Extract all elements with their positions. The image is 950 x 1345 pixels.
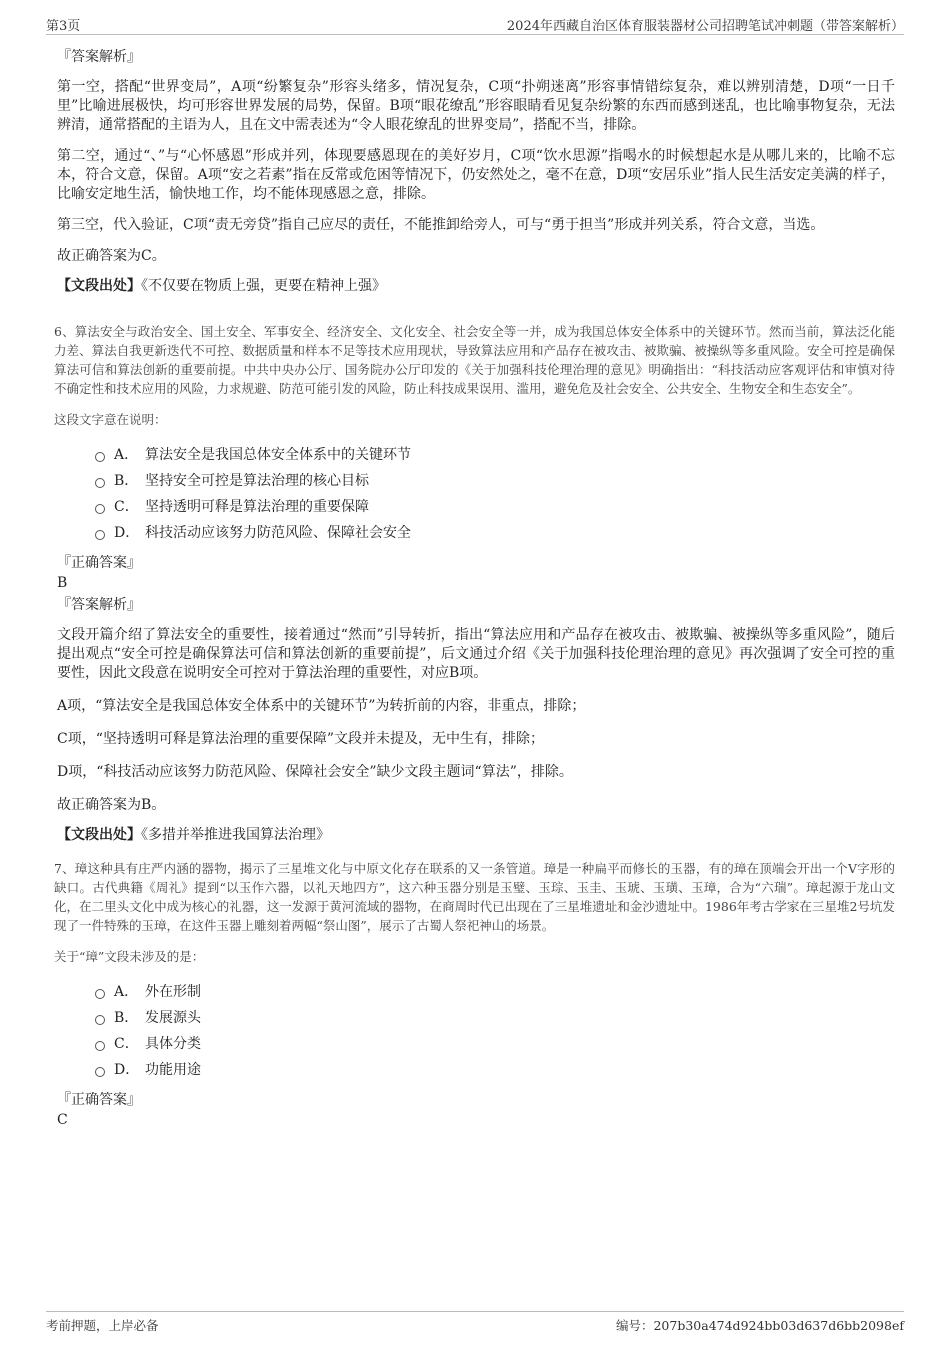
source-line	[57, 276, 895, 296]
radio-icon[interactable]	[95, 452, 105, 462]
radio-icon[interactable]	[95, 504, 105, 514]
option-b[interactable]: B． 发展源头	[95, 1005, 895, 1031]
analysis-paragraph: A项，“算法安全是我国总体安全体系中的关键环节”为转折前的内容，非重点，排除；	[57, 698, 586, 714]
source-label: 【文段出处】	[57, 278, 141, 294]
question-prompt: 这段文字意在说明：	[54, 412, 167, 427]
radio-icon[interactable]	[95, 989, 105, 999]
source-text: 《不仅要在物质上强，更要在精神上强》	[141, 278, 386, 294]
page-header	[46, 14, 904, 35]
analysis-paragraph: 第二空，通过“、”与“心怀感恩”形成并列，体现要感恩现在的美好岁月，C项“饮水思源”指喝水的时候想起水是从哪儿来的，比喻不忘本，符合文意，保留。A项“安之若素”指在反常或危困等情况下，仍安然处之，毫不在意，D项“安居乐业”指人民生活安定美满的样子，比喻安定地生活，愉快地工作，均不能体现感恩之意，排除。	[57, 148, 895, 202]
footer-slogan: 考前押题，上岸必备	[46, 1318, 159, 1333]
option-d[interactable]: D． 功能用途	[95, 1057, 895, 1083]
answer-value: C	[57, 1112, 68, 1128]
radio-icon[interactable]	[95, 530, 105, 540]
option-c[interactable]: C． 坚持透明可释是算法治理的重要保障	[95, 494, 895, 520]
document-title: 2024年西藏自治区体育服装器材公司招聘笔试冲刺题（带答案解析）	[506, 19, 904, 34]
option-d[interactable]: D． 科技活动应该努力防范风险、保障社会安全	[95, 520, 895, 546]
question-stem: 6、算法安全与政治安全、国土安全、军事安全、经济安全、文化安全、社会安全等一并，成为我国总体安全体系中的关键环节。然而当前，算法泛化能力差、算法自我更新迭代不可控、数据质量和样本不足等技术应用现状，导致算法应用和产品存在被攻击、被欺骗、被操纵等多重风险。安全可控是确保算法可信和算法创新的重要前提。中共中央办公厅、国务院办公厅印发的《关于加强科技伦理治理的意见》明确指出：“科技活动应客观评估和审慎对待不确定性和技术应用的风险，力求规避、防范可能引发的风险，防止科技成果误用、滥用，避免危及社会安全、公共安全、生物安全和生态安全”。	[54, 324, 895, 396]
answer-value: B	[57, 575, 68, 591]
analysis-paragraph: D项，“科技活动应该努力防范风险、保障社会安全”缺少文段主题词“算法”，排除。	[57, 764, 573, 780]
option-c[interactable]: C． 具体分类	[95, 1031, 895, 1057]
answer-label: 『正确答案』	[57, 555, 141, 571]
source-label: 【文段出处】	[57, 827, 141, 843]
document-code: 编号：207b30a474d924bb03d637d6bb2098ef	[615, 1318, 904, 1333]
analysis-conclusion: 故正确答案为B。	[57, 797, 166, 813]
question-prompt: 关于“璋”文段未涉及的是：	[54, 949, 205, 964]
analysis-conclusion: 故正确答案为C。	[57, 248, 166, 264]
source-line	[57, 825, 895, 845]
page-footer	[46, 1311, 904, 1332]
radio-icon[interactable]	[95, 1041, 105, 1051]
radio-icon[interactable]	[95, 1067, 105, 1077]
option-b[interactable]: B． 坚持安全可控是算法治理的核心目标	[95, 468, 895, 494]
answer-label: 『正确答案』	[57, 1092, 141, 1108]
option-a[interactable]: A． 外在形制	[95, 979, 895, 1005]
page-content	[54, 46, 895, 1129]
radio-icon[interactable]	[95, 478, 105, 488]
analysis-paragraph: C项，“坚持透明可释是算法治理的重要保障”文段并未提及，无中生有，排除；	[57, 731, 545, 747]
analysis-label: 『答案解析』	[57, 49, 141, 65]
source-text: 《多措并举推进我国算法治理》	[141, 827, 330, 843]
radio-icon[interactable]	[95, 1015, 105, 1025]
analysis-paragraph: 文段开篇介绍了算法安全的重要性，接着通过“然而”引导转折，指出“算法应用和产品存在被攻击、被欺骗、被操纵等多重风险”，随后提出观点“安全可控是确保算法可信和算法创新的重要前提”，后文通过介绍《关于加强科技伦理治理的意见》再次强调了安全可控的重要性，因此文段意在说明安全可控对于算法治理的重要性，对应B项。	[57, 627, 895, 681]
analysis-label: 『答案解析』	[57, 597, 141, 613]
analysis-paragraph: 第三空，代入验证，C项“责无旁贷”指自己应尽的责任，不能推卸给旁人，可与“勇于担当”形成并列关系，符合文意，当选。	[57, 217, 825, 233]
option-list	[95, 979, 895, 1083]
question-stem: 7、璋这种具有庄严内涵的器物，揭示了三星堆文化与中原文化存在联系的又一条管道。璋是一种扁平而修长的玉器，有的璋在顶端会开出一个V字形的缺口。古代典籍《周礼》提到“以玉作六器，以礼天地四方”，这六种玉器分别是玉璧、玉琮、玉圭、玉琥、玉璜、玉璋，合为“六瑞”。璋起源于龙山文化，在二里头文化中成为核心的礼器，这一发源于黄河流域的器物，在商周时代已出现在了三星堆遗址和金沙遗址中。1986年考古学家在三星堆2号坑发现了一件特殊的玉璋，在这件玉器上雕刻着两幅“祭山图”，展示了古蜀人祭祀神山的场景。	[54, 861, 895, 933]
option-a[interactable]: A． 算法安全是我国总体安全体系中的关键环节	[95, 442, 895, 468]
page-number: 第3页	[46, 19, 81, 34]
option-list	[95, 442, 895, 546]
analysis-paragraph: 第一空，搭配“世界变局”，A项“纷繁复杂”形容头绪多，情况复杂，C项“扑朔迷离”形容事情错综复杂，难以辨别清楚，D项“一日千里”比喻进展极快，均可形容世界发展的局势，保留。B项“眼花缭乱”形容眼睛看见复杂纷繁的东西而感到迷乱，也比喻事物复杂，无法辨清，通常搭配的主语为人，且在文中需表述为“令人眼花缭乱的世界变局”，搭配不当，排除。	[57, 79, 895, 133]
